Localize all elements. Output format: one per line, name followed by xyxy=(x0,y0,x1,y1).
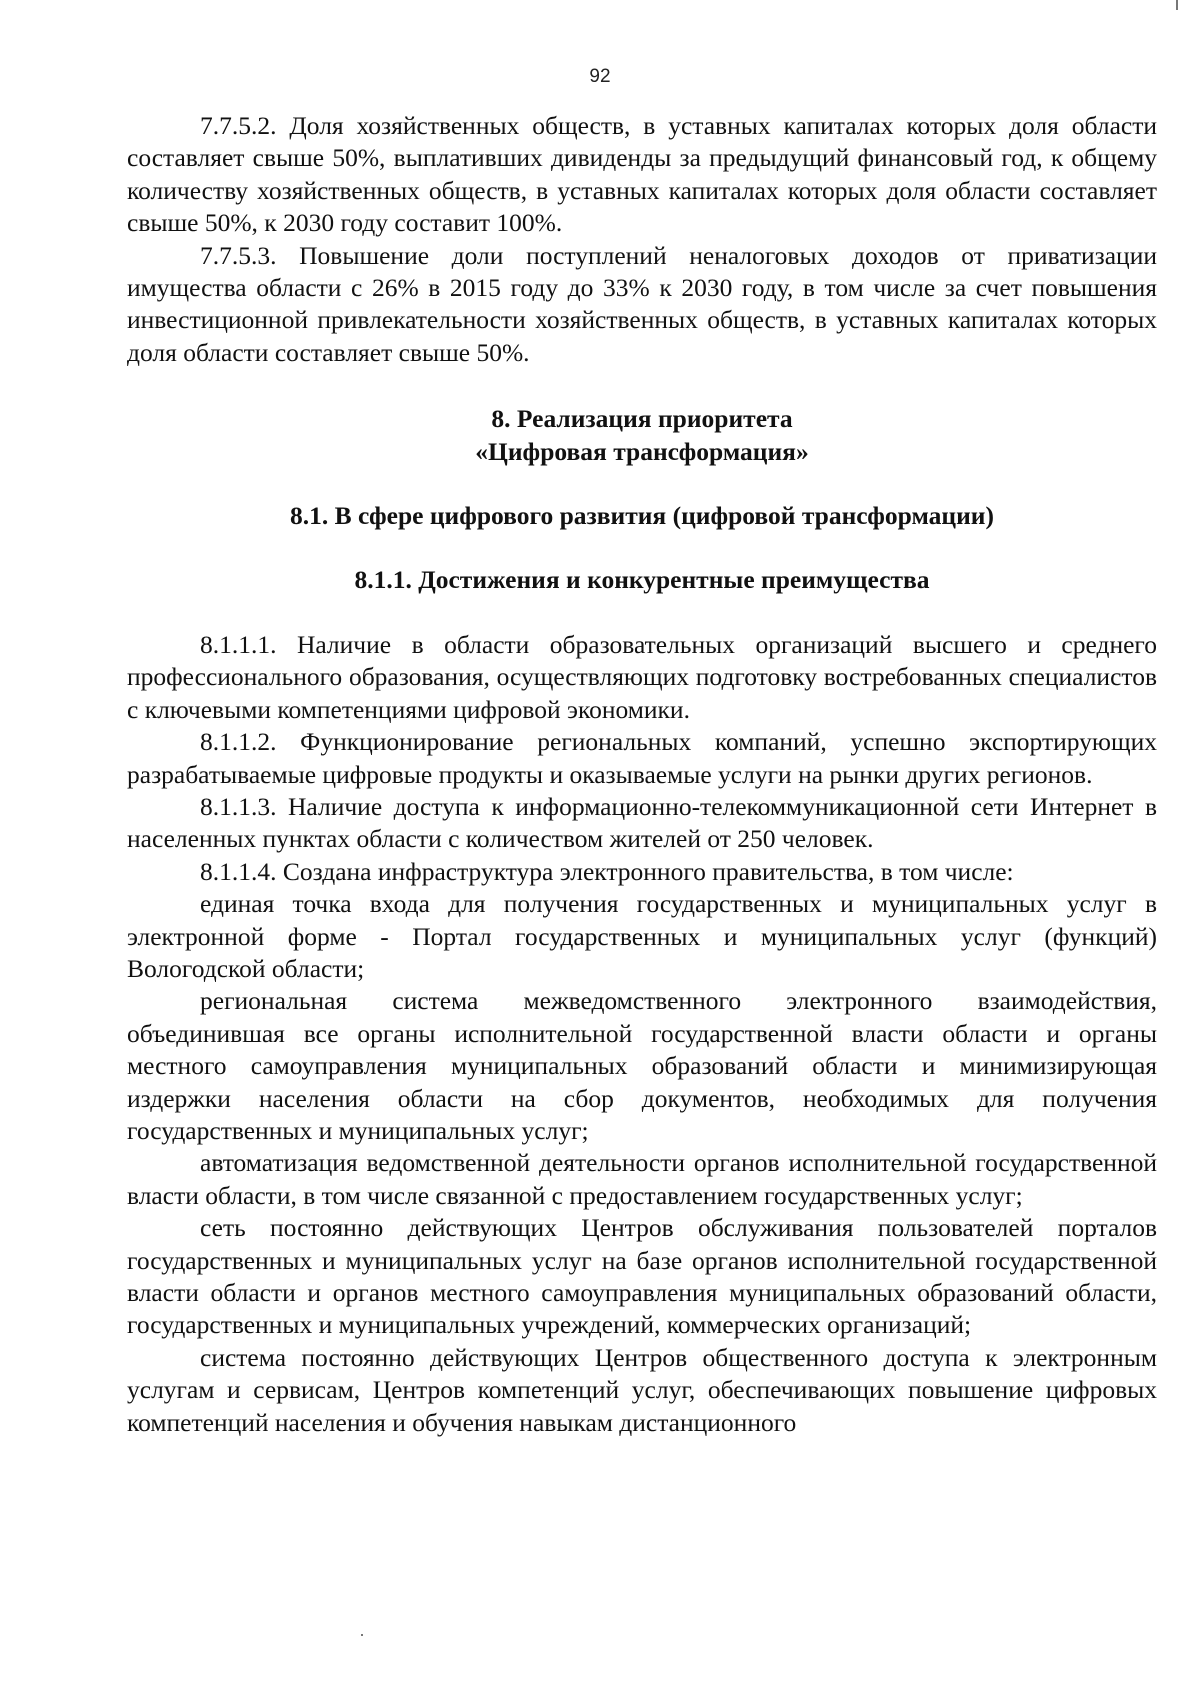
scan-artifact-top-right xyxy=(1176,0,1178,10)
list-item-service-centers: сеть постоянно действующих Центров обслуживания пользователей порталов государственных и муниципальных услуг на базе органов исполнительной государственной власти области и органов местного самоуправления муниципальных образований области, государственных и муниципальных учреждений, коммерческих организаций; xyxy=(127,1213,1157,1340)
paragraph-8-1-1-1: 8.1.1.1. Наличие в области образовательных организаций высшего и среднего профессионального образования, осуществляющих подготовку востребованных специалистов с ключевыми компетенциями цифровой экономики. xyxy=(127,629,1157,724)
list-item-interagency-system: региональная система межведомственного электронного взаимодействия, объединившая все органы исполнительной государственной власти области и органы местного самоуправления муниципальных образований области и минимизирующая издержки населения области на сбор документов, необходимых для получения государственных и муниципальных услуг; xyxy=(127,986,1157,1145)
subsubsection-heading: 8.1.1. Достижения и конкурентные преимущества xyxy=(354,565,930,595)
scan-artifact-bottom-dot xyxy=(361,1634,363,1636)
section-heading-line-1: 8. Реализация приоритета xyxy=(491,404,793,434)
paragraph-8-1-1-2: 8.1.1.2. Функционирование региональных компаний, успешно экспортирующих разрабатываемые цифровые продукты и оказываемые услуги на рынки других регионов. xyxy=(127,727,1157,789)
paragraph-8-1-1-4: 8.1.1.4. Создана инфраструктура электронного правительства, в том числе: xyxy=(200,856,1014,886)
paragraph-7-7-5-2: 7.7.5.2. Доля хозяйственных обществ, в уставных капиталах которых доля области составляет свыше 50%, выплативших дивиденды за предыдущий финансовый год, к общему количеству хозяйственных обществ, в уставных капиталах которых доля области составляет свыше 50%, к 2030 году составит 100%. xyxy=(127,111,1157,238)
paragraph-8-1-1-3: 8.1.1.3. Наличие доступа к информационно-телекоммуникационной сети Интернет в населенных пунктах области с количеством жителей от 250 человек. xyxy=(127,791,1157,854)
document-body xyxy=(127,110,1157,1439)
paragraph-7-7-5-3: 7.7.5.3. Повышение доли поступлений неналоговых доходов от приватизации имущества области с 26% в 2015 году до 33% к 2030 году, в том числе за счет повышения инвестиционной привлекательности хозяйственных обществ, в уставных капиталах которых доля области составляет свыше 50%. xyxy=(127,240,1157,367)
section-heading-line-2: «Цифровая трансформация» xyxy=(475,436,809,466)
section-heading xyxy=(127,403,1157,468)
list-item-public-access-centers: система постоянно действующих Центров общественного доступа к электронным услугам и сервисам, Центров компетенций услуг, обеспечивающих повышение цифровых компетенций населения и обучения навыкам дистанционного xyxy=(127,1342,1157,1437)
page-number: 92 xyxy=(589,66,611,87)
list-item-automation: автоматизация ведомственной деятельности органов исполнительной государственной власти области, в том числе связанной с предоставлением государственных услуг; xyxy=(127,1148,1157,1210)
subsection-heading: 8.1. В сфере цифрового развития (цифровой трансформации) xyxy=(290,501,994,531)
list-item-portal: единая точка входа для получения государственных и муниципальных услуг в электронной форме - Портал государственных и муниципальных услуг (функций) Вологодской области; xyxy=(127,889,1157,983)
